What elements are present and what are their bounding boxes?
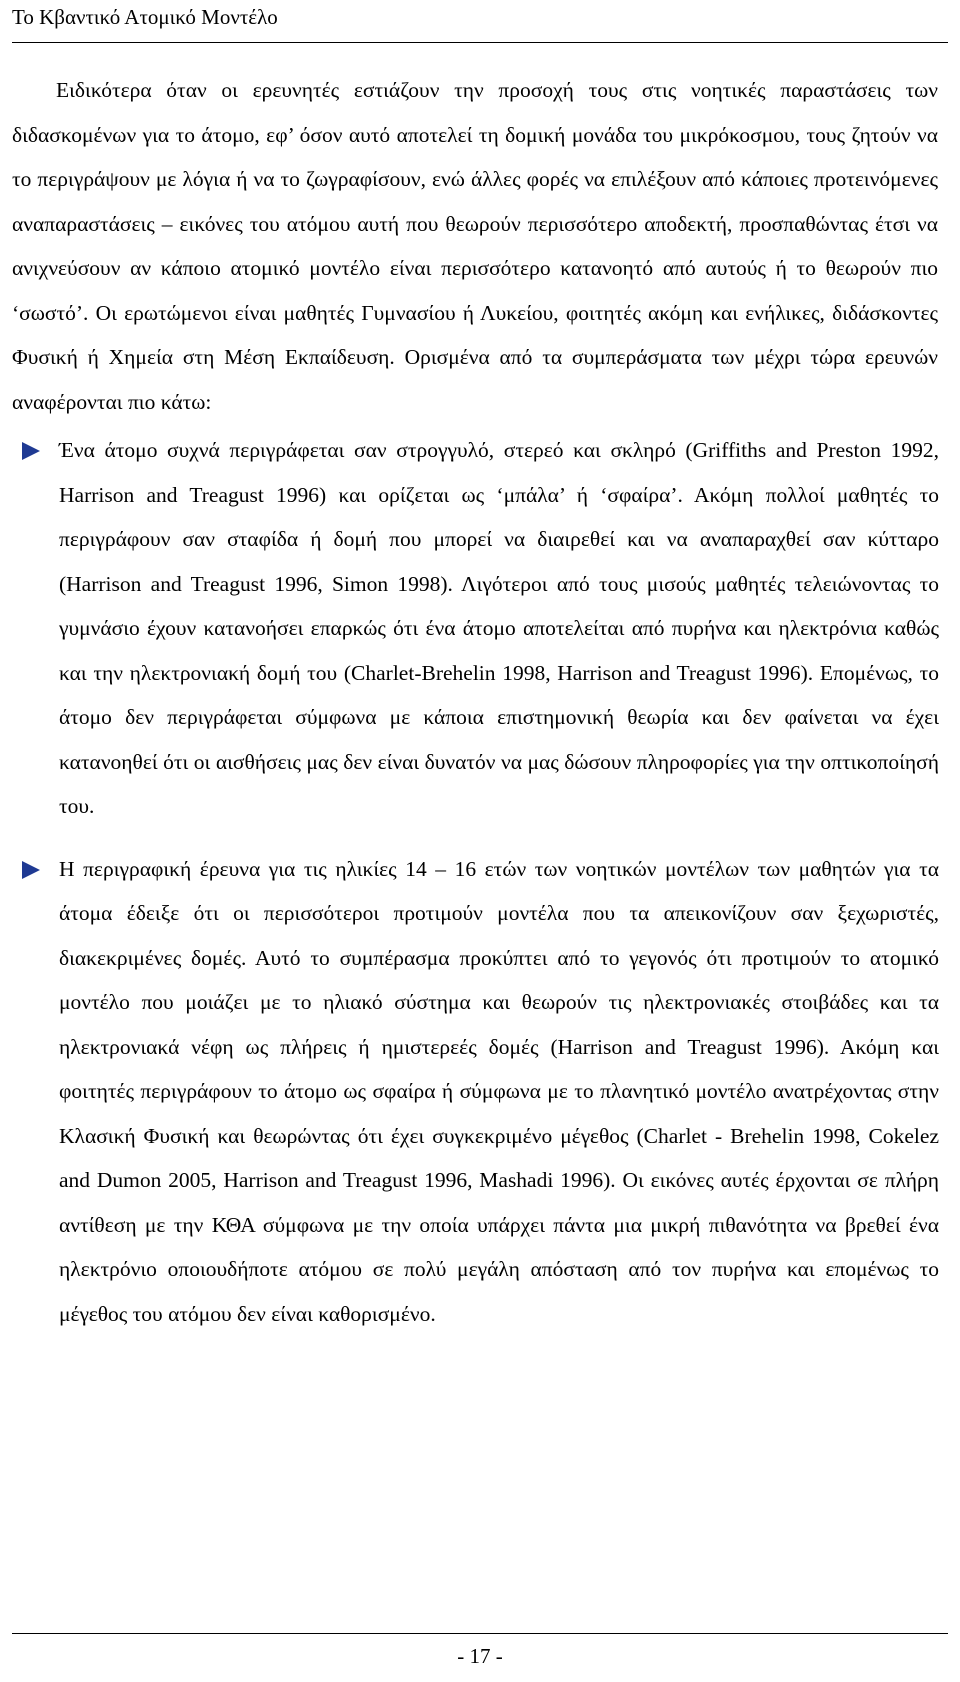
bullet-text: Ένα άτομο συχνά περιγράφεται σαν στρογγυλό, στερεό και σκληρό (Griffiths and Preston 1992, Harrison and Treagust 1996) και ορίζεται ως ‘μπάλα’ ή ‘σφαίρα’. Ακόμη πολλοί μαθητές το περιγράφουν σαν σταφίδα ή δομή που μπορεί να διαιρεθεί και να αναπαραχθεί σαν κύτταρο (Harrison and Treagust 1996, Simon 1998). Λιγότεροι από τους μισούς μαθητές τελειώνοντας το γυμνάσιο έχουν κατανοήσει επαρκώς ότι ένα άτομο αποτελείται από πυρήνα και ηλεκτρόνια καθώς και την ηλεκτρονιακή δομή του (Charlet-Brehelin 1998, Harrison and Treagust 1996). Επομένως, το άτομο δεν περιγράφεται σύμφωνα με κάποια επιστημονική θεωρία και δεν φαίνεται να έχει κατανοηθεί ότι οι αισθήσεις μας δεν είναι δυνατόν να μας δώσουν πληροφορίες για την οπτικοποίησή του. bbox=[59, 438, 939, 818]
header-divider bbox=[12, 42, 948, 43]
arrow-bullet-icon bbox=[22, 442, 40, 460]
bullet-item bbox=[12, 847, 939, 1337]
bullet-text: Η περιγραφική έρευνα για τις ηλικίες 14 – 16 ετών των νοητικών μοντέλων των μαθητών για τα άτομα έδειξε ότι οι περισσότεροι προτιμούν μοντέλα που τα απεικονίζουν σαν ξεχωριστές, διακεκριμένες δομές. Αυτό το συμπέρασμα προκύπτει από το γεγονός ότι προτιμούν το ατομικό μοντέλο που μοιάζει με το ηλιακό σύστημα και θεωρούν τις ηλεκτρονιακές στοιβάδες και τα ηλεκτρονιακά νέφη ως πλήρεις ή ημιστερεές δομές (Harrison and Treagust 1996). Ακόμη και φοιτητές περιγράφουν το άτομο ως σφαίρα ή σύμφωνα με το πλανητικό μοντέλο ανατρέχοντας στην Κλασική Φυσική και θεωρώντας ότι έχει συγκεκριμένο μέγεθος (Charlet - Brehelin 1998, Cokelez and Dumon 2005, Harrison and Treagust 1996, Mashadi 1996). Οι εικόνες αυτές έρχονται σε πλήρη αντίθεση με την ΚΘΑ σύμφωνα με την οποία υπάρχει πάντα μια μικρή πιθανότητα να βρεθεί ένα ηλεκτρόνιο οποιουδήποτε ατόμου σε πολύ μεγάλη απόσταση από τον πυρήνα και επομένως το μέγεθος του ατόμου δεν είναι καθορισμένο. bbox=[59, 856, 939, 1326]
page-number: - 17 - bbox=[457, 1644, 503, 1668]
arrow-bullet-icon bbox=[22, 861, 40, 879]
footer-divider bbox=[12, 1633, 948, 1634]
page-body bbox=[12, 68, 960, 1336]
intro-paragraph: Ειδικότερα όταν οι ερευνητές εστιάζουν την προσοχή τους στις νοητικές παραστάσεις των διδασκομένων για το άτομο, εφ’ όσον αυτό αποτελεί τη δομική μονάδα του μικρόκοσμου, τους ζητούν να το περιγράψουν με λόγια ή να το ζωγραφίσουν, ενώ άλλες φορές να επιλέξουν από κάποιες προτεινόμενες αναπαραστάσεις – εικόνες του ατόμου αυτή που θεωρούν περισσότερο αποδεκτή, προσπαθώντας έτσι να ανιχνεύσουν αν κάποιο ατομικό μοντέλο είναι περισσότερο κατανοητό από αυτούς ή το θεωρούν πιο ‘σωστό’. Οι ερωτώμενοι είναι μαθητές Γυμνασίου ή Λυκείου, φοιτητές ακόμη και ενήλικες, διδάσκοντες Φυσική ή Χημεία στη Μέση Εκπαίδευση. Ορισμένα από τα συμπεράσματα των μέχρι τώρα ερευνών αναφέρονται πιο κάτω: bbox=[12, 78, 938, 414]
running-header: Το Κβαντικό Ατομικό Μοντέλο bbox=[12, 5, 278, 29]
bullet-item bbox=[12, 428, 939, 829]
